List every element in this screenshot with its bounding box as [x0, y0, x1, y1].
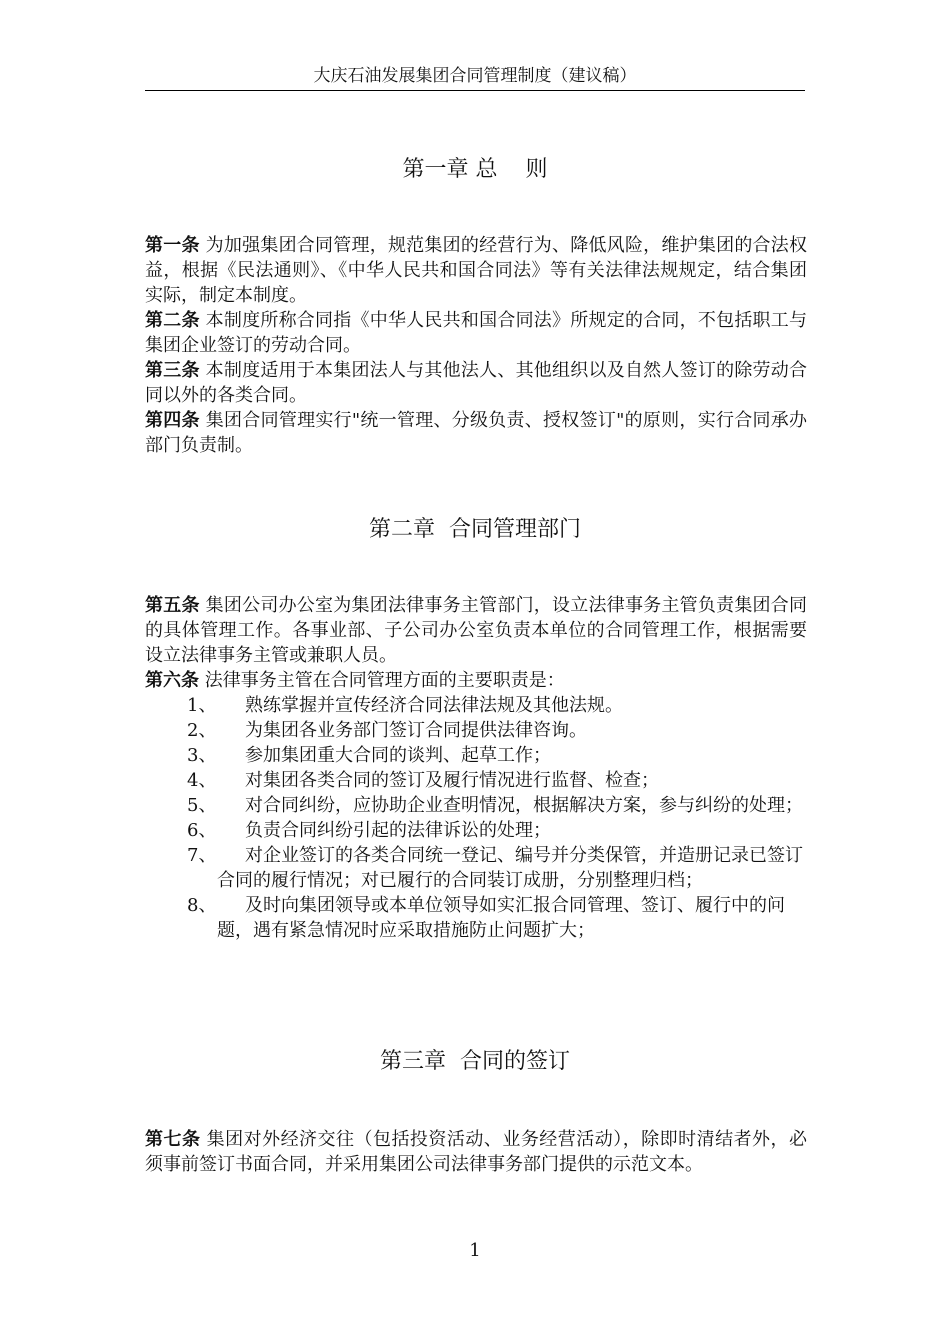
list-item-index: 1、: [187, 695, 217, 716]
list-item-index: 8、: [187, 895, 217, 916]
list-item: [187, 768, 877, 793]
page-number: 1: [469, 1240, 481, 1261]
list-item: [187, 693, 877, 718]
list-item-index: 2、: [187, 720, 217, 741]
list-item-text: 熟练掌握并宣传经济合同法律法规及其他法规。: [245, 695, 623, 716]
list-item-text: 参加集团重大合同的谈判、起草工作；: [245, 745, 551, 766]
list-item-index: 6、: [187, 820, 217, 841]
article-number: 第四条: [145, 410, 200, 431]
article-text: 本制度适用于本集团法人与其他法人、其他组织以及自然人签订的除劳动合同以外的各类合同。: [145, 360, 808, 406]
article-text: 集团合同管理实行"统一管理、分级负责、授权签订"的原则，实行合同承办部门负责制。: [145, 410, 808, 456]
article-text: 本制度所称合同指《中华人民共和国合同法》所规定的合同，不包括职工与集团企业签订的劳动合同。: [145, 310, 808, 356]
article-text: 集团公司办公室为集团法律事务主管部门，设立法律事务主管负责集团合同的具体管理工作。各事业部、子公司办公室负责本单位的合同管理工作，根据需要设立法律事务主管或兼职人员。: [145, 595, 808, 666]
list-item-text: 对企业签订的各类合同统一登记、编号并分类保管，并造册记录已签订合同的履行情况；对已履行的合同装订成册，分别整理归档；: [217, 845, 803, 891]
list-item: [187, 793, 877, 818]
list-item-index: 7、: [187, 845, 217, 866]
list-item: [187, 843, 807, 893]
list-item-index: 3、: [187, 745, 217, 766]
article-text: 集团对外经济交往（包括投资活动、业务经营活动），除即时清结者外，必须事前签订书面合同，并采用集团公司法律事务部门提供的示范文本。: [145, 1129, 808, 1175]
chapter-1-title: 第一章 总 则: [402, 157, 548, 182]
list-item-index: 4、: [187, 770, 217, 791]
article-number: 第二条: [145, 310, 200, 331]
chapter-2-title: 第二章 合同管理部门: [369, 517, 581, 542]
article-number: 第七条: [145, 1129, 201, 1150]
list-item-text: 对集团各类合同的签订及履行情况进行监督、检查；: [245, 770, 659, 791]
article-2: [145, 308, 807, 358]
article-text: 法律事务主管在合同管理方面的主要职责是：: [199, 670, 565, 691]
article-6: [145, 668, 807, 693]
list-item: [187, 818, 877, 843]
list-item-index: 5、: [187, 795, 217, 816]
article-number: 第六条: [145, 670, 199, 691]
article-5: [145, 593, 807, 668]
list-item-text: 及时向集团领导或本单位领导如实汇报合同管理、签订、履行中的问题，遇有紧急情况时应采取措施防止问题扩大；: [217, 895, 785, 941]
duties-list: [187, 693, 877, 943]
running-header: 大庆石油发展集团合同管理制度（建议稿）: [313, 66, 637, 86]
article-7: [145, 1127, 807, 1177]
list-item: [187, 893, 807, 943]
list-item-text: 对合同纠纷，应协助企业查明情况，根据解决方案，参与纠纷的处理；: [245, 795, 803, 816]
list-item: [187, 743, 877, 768]
article-4: [145, 408, 807, 458]
article-number: 第五条: [145, 595, 200, 616]
header-divider: [145, 90, 805, 91]
article-3: [145, 358, 807, 408]
article-number: 第三条: [145, 360, 200, 381]
chapter-3-title: 第三章 合同的签订: [380, 1049, 570, 1074]
article-1: [145, 233, 807, 308]
list-item: [187, 718, 877, 743]
article-text: 为加强集团合同管理，规范集团的经营行为、降低风险，维护集团的合法权益，根据《民法通则》、《中华人民共和国合同法》等有关法律法规规定，结合集团实际，制定本制度。: [145, 235, 808, 306]
list-item-text: 负责合同纠纷引起的法律诉讼的处理；: [245, 820, 551, 841]
article-number: 第一条: [145, 235, 200, 256]
list-item-text: 为集团各业务部门签订合同提供法律咨询。: [245, 720, 587, 741]
